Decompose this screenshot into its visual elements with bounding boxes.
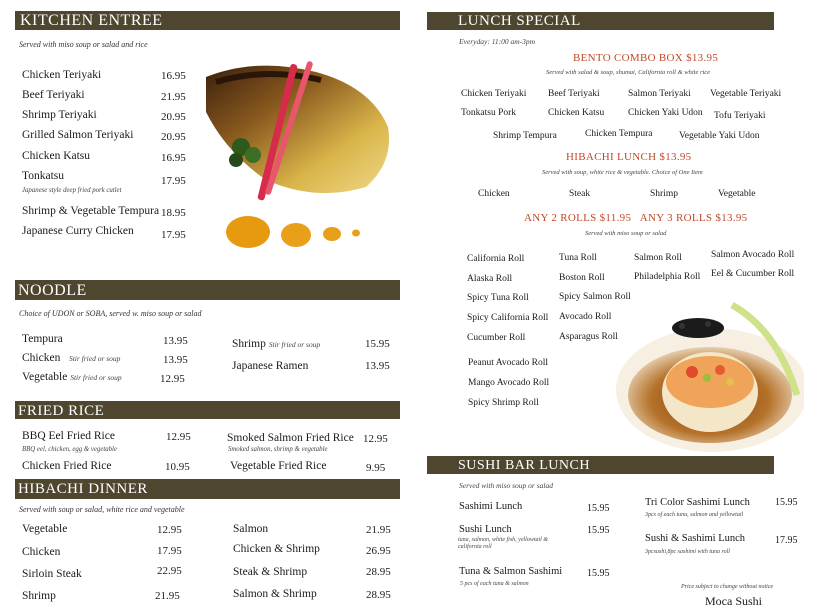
sushi-bar-lunch-header: SUSHI BAR LUNCH — [427, 456, 774, 474]
menu-item-price: 28.95 — [366, 566, 391, 578]
menu-item-note: BBQ eel, chicken, egg & vegetable — [22, 446, 117, 453]
roll-option: California Roll — [467, 254, 525, 264]
bento-option: Chicken Teriyaki — [461, 89, 527, 99]
menu-item-name: Sashimi Lunch — [459, 501, 523, 512]
roll-option: Spicy Shrimp Roll — [468, 398, 539, 408]
bento-option: Beef Teriyaki — [548, 89, 600, 99]
bento-option: Vegetable Teriyaki — [710, 89, 782, 99]
menu-item-price: 15.95 — [365, 338, 390, 350]
menu-item-note: Smoked salmon, shrimp & vegetable — [228, 446, 328, 453]
bento-option: Chicken Tempura — [585, 129, 653, 139]
menu-item-note: 3pcsushi,8pc sashimi with tuna roll — [645, 549, 730, 555]
menu-item-name: Salmon — [233, 523, 269, 535]
menu-item-name: Sushi Lunch — [459, 524, 512, 535]
roll-option: Spicy California Roll — [467, 313, 549, 323]
menu-item-name: Japanese Ramen — [232, 360, 309, 372]
hibachi-lunch-option: Steak — [569, 189, 591, 199]
menu-item-name: Tuna & Salmon Sashimi — [459, 566, 563, 577]
menu-item-price: 12.95 — [157, 524, 182, 536]
menu-item-note: tuna, salmon, white fish, yellowtail & california roll — [458, 537, 548, 550]
menu-item-price: 17.95 — [161, 175, 186, 187]
menu-item-name: Grilled Salmon Teriyaki — [22, 129, 134, 141]
menu-item-price: 16.95 — [161, 70, 186, 82]
bento-option: Salmon Teriyaki — [628, 89, 691, 99]
menu-item-name: Shrimp — [22, 590, 56, 602]
lunch-hours: Everyday: 11:00 am-3pm — [459, 37, 536, 46]
menu-item-price: 17.95 — [775, 535, 798, 546]
bento-title: BENTO COMBO BOX $13.95 — [573, 52, 719, 64]
menu-item-price: 9.95 — [366, 462, 386, 474]
menu-item-price: 13.95 — [365, 360, 390, 372]
roll-option: Spicy Salmon Roll — [559, 292, 631, 302]
kitchen-entree-subtitle: Served with miso soup or salad and rice — [19, 40, 148, 49]
hibachi-lunch-title: HIBACHI LUNCH $13.95 — [566, 151, 692, 163]
menu-item-name: Beef Teriyaki — [22, 89, 85, 101]
menu-item-label: Chicken — [22, 352, 61, 364]
menu-item-price: 10.95 — [165, 461, 190, 473]
hibachi-lunch-option: Shrimp — [650, 189, 678, 199]
menu-item-price: 16.95 — [161, 152, 186, 164]
lunch-special-header: LUNCH SPECIAL — [427, 12, 774, 30]
menu-item-price: 15.95 — [587, 525, 610, 536]
bento-option: Chicken Katsu — [548, 108, 605, 118]
menu-item-price: 15.95 — [587, 503, 610, 514]
menu-item-price: 12.95 — [166, 431, 191, 443]
menu-item-price: 15.95 — [775, 497, 798, 508]
menu-item-name: BBQ Eel Fried Rice — [22, 430, 115, 442]
menu-item-label: Shrimp — [232, 338, 266, 350]
menu-item-name — [22, 371, 122, 383]
menu-item-price: 21.95 — [161, 91, 186, 103]
rolls-subtitle: Served with miso soup or salad — [585, 230, 667, 237]
menu-item-price: 15.95 — [587, 568, 610, 579]
menu-item-price: 21.95 — [155, 590, 180, 602]
menu-item-name: Tri Color Sashimi Lunch — [645, 497, 750, 508]
rolls-title: ANY 2 ROLLS $11.95 ANY 3 ROLLS $13.95 — [524, 212, 748, 224]
roll-option: Boston Roll — [559, 273, 605, 283]
menu-item-price: 13.95 — [163, 335, 188, 347]
roll-option: Avocado Roll — [559, 312, 612, 322]
menu-item-price: 21.95 — [366, 524, 391, 536]
menu-item-name: Chicken — [22, 546, 61, 558]
menu-item-name — [22, 352, 120, 364]
menu-item-price: 12.95 — [363, 433, 388, 445]
roll-option: Salmon Avocado Roll — [711, 250, 795, 260]
roll-option: Salmon Roll — [634, 253, 682, 263]
fried-rice-header: FRIED RICE — [15, 401, 400, 419]
menu-item-note: Japanese style deep fried pork cutlet — [22, 187, 122, 194]
menu-item-note: Stir fried or soup — [68, 354, 121, 363]
roll-option: Alaska Roll — [467, 274, 513, 284]
roll-option: Cucumber Roll — [467, 333, 526, 343]
hibachi-dinner-subtitle: Served with soup or salad, white rice and vegetable — [19, 505, 185, 514]
bento-option: Tonkatsu Pork — [461, 108, 517, 118]
menu-item-price: 20.95 — [161, 111, 186, 123]
bento-subtitle: Served with salad & soup, shumai, California roll & white rice — [546, 69, 711, 76]
sushi-bar-subtitle: Served with miso soup or salad — [459, 481, 553, 490]
hibachi-lunch-option: Chicken — [478, 189, 510, 199]
menu-item-price: 28.95 — [366, 589, 391, 601]
menu-item-name — [232, 338, 320, 350]
menu-item-name: Chicken Katsu — [22, 150, 91, 162]
menu-item-price: 26.95 — [366, 545, 391, 557]
menu-item-price: 13.95 — [163, 354, 188, 366]
menu-item-name: Japanese Curry Chicken — [22, 225, 134, 237]
menu-item-name: Chicken & Shrimp — [233, 543, 320, 555]
roll-option: Spicy Tuna Roll — [467, 293, 529, 303]
bento-option: Chicken Yaki Udon — [628, 108, 703, 118]
menu-item-price: 12.95 — [160, 373, 185, 385]
roll-option: Peanut Avocado Roll — [468, 358, 549, 368]
restaurant-name: Moca Sushi — [705, 594, 762, 608]
menu-item-price: 17.95 — [161, 229, 186, 241]
menu-item-label: Vegetable — [22, 371, 68, 383]
bento-option: Tofu Teriyaki — [714, 111, 766, 121]
kitchen-entree-header: KITCHEN ENTREE — [15, 11, 400, 30]
menu-item-name: Vegetable Fried Rice — [230, 460, 327, 472]
menu-item-name: Vegetable — [22, 523, 68, 535]
hibachi-lunch-subtitle: Served with soup, white rice & vegetable. Choice of One Item — [542, 169, 703, 176]
menu-item-price: 20.95 — [161, 131, 186, 143]
menu-item-name: Chicken Teriyaki — [22, 69, 102, 81]
roll-option: Asparagus Roll — [559, 332, 618, 342]
menu-item-name: Shrimp Teriyaki — [22, 109, 97, 121]
menu-item-name: Tempura — [22, 333, 63, 345]
bento-option: Vegetable Yaki Udon — [679, 131, 760, 141]
menu-item-name: Smoked Salmon Fried Rice — [227, 432, 354, 444]
roll-option: Mango Avocado Roll — [468, 378, 550, 388]
menu-item-name: Sushi & Sashimi Lunch — [645, 533, 746, 544]
price-disclaimer: Price subject to change without notice — [681, 584, 774, 590]
menu-item-name: Shrimp & Vegetable Tempura — [22, 205, 160, 217]
menu-item-note: Stir fried or soup — [268, 340, 321, 349]
roll-option: Philadelphia Roll — [634, 272, 701, 282]
menu-item-name: Steak & Shrimp — [233, 566, 308, 578]
scallop-dish-photo — [612, 300, 804, 452]
noodle-header: NOODLE — [15, 280, 400, 300]
menu-item-name: Tonkatsu — [22, 170, 64, 182]
roll-option: Eel & Cucumber Roll — [711, 269, 795, 279]
menu-item-price: 17.95 — [157, 545, 182, 557]
menu-item-name: Sirloin Steak — [22, 568, 82, 580]
roll-option: Tuna Roll — [559, 253, 597, 263]
menu-item-price: 18.95 — [161, 207, 186, 219]
menu-item-price: 22.95 — [157, 565, 182, 577]
menu-item-name: Chicken Fried Rice — [22, 460, 112, 472]
teriyaki-fish-photo — [196, 52, 400, 252]
hibachi-dinner-header: HIBACHI DINNER — [15, 479, 400, 499]
menu-item-note: 3pcs of each tuna, salmon and yellowtail — [645, 512, 744, 518]
noodle-subtitle: Choice of UDON or SOBA, served w. miso soup or salad — [19, 309, 202, 318]
bento-option: Shrimp Tempura — [493, 131, 557, 141]
menu-item-name: Salmon & Shrimp — [233, 588, 317, 600]
menu-item-note: Stir fried or soup — [70, 373, 122, 382]
menu-item-note: 5 pcs of each tuna & salmon — [460, 581, 529, 587]
hibachi-lunch-option: Vegetable — [718, 189, 756, 199]
